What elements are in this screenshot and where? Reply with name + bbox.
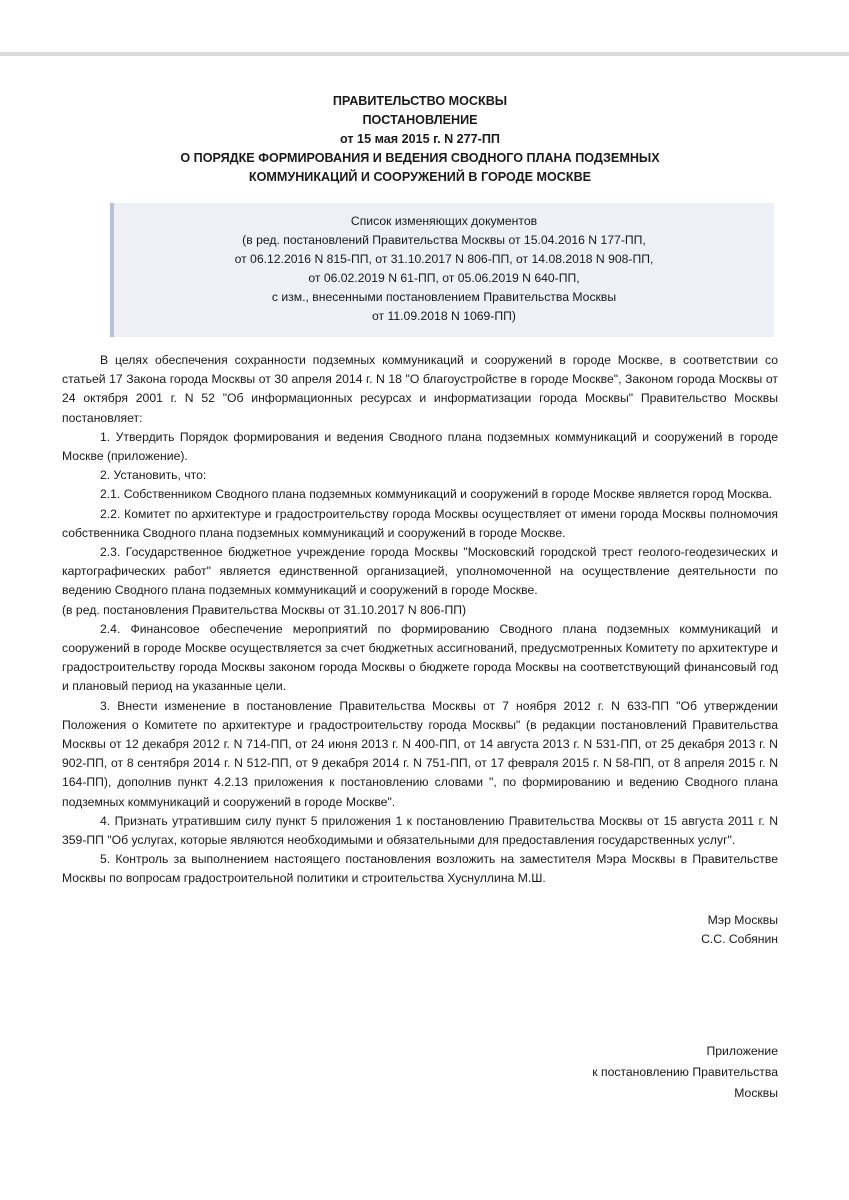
header-subject-line-2: КОММУНИКАЦИЙ И СООРУЖЕНИЙ В ГОРОДЕ МОСКВЕ bbox=[248, 170, 592, 184]
amendments-title: Список изменяющих документов bbox=[350, 214, 538, 228]
paragraph-2: 2. Установить, что: bbox=[100, 468, 207, 483]
amendments-line: от 06.12.2016 N 815-ПП, от 31.10.2017 N 806-ПП, от 14.08.2018 N 908-ПП, bbox=[234, 252, 654, 266]
header-subject-line-1: О ПОРЯДКЕ ФОРМИРОВАНИЯ И ВЕДЕНИЯ СВОДНОГО ПЛАНА ПОДЗЕМНЫХ bbox=[180, 151, 660, 165]
appendix-line-2: к постановлению Правительства bbox=[592, 1064, 778, 1079]
paragraph-2-3: 2.3. Государственное бюджетное учреждение города Москвы "Московский городской трест геолого-геодезических и картографических работ" является единственной организацией, уполномоченной на осуществление деятельности по ведению Сводного плана подземных коммуникаций и сооружений в городе Москве. bbox=[62, 545, 778, 598]
header-date-number: от 15 мая 2015 г. N 277-ПП bbox=[340, 132, 500, 146]
signature-title: Мэр Москвы bbox=[707, 912, 778, 927]
amendments-line: (в ред. постановлений Правительства Москвы от 15.04.2016 N 177-ПП, bbox=[242, 233, 646, 247]
paragraph-5: 5. Контроль за выполнением настоящего постановления возложить на заместителя Мэра Москвы в Правительстве Москвы по вопросам градостроительной политики и строительства Хуснуллина М.Ш. bbox=[62, 852, 778, 886]
amendments-line: от 11.09.2018 N 1069-ПП) bbox=[372, 309, 516, 323]
paragraph-2-1: 2.1. Собственником Сводного плана подземных коммуникаций и сооружений в городе Москве является город Москва. bbox=[100, 487, 773, 502]
paragraph-intro: В целях обеспечения сохранности подземных коммуникаций и сооружений в городе Москве, в соответствии со статьей 17 Закона города Москвы от 30 апреля 2014 г. N 18 "О благоустройстве в городе Москве", Законом города Москвы от 24 октября 2001 г. N 52 "Об информационных ресурсах и информатизации города Москвы" Правительство Москвы постановляет: bbox=[62, 353, 778, 425]
paragraph-2-3-note: (в ред. постановления Правительства Москвы от 31.10.2017 N 806-ПП) bbox=[62, 602, 467, 617]
paragraph-1: 1. Утвердить Порядок формирования и ведения Сводного плана подземных коммуникаций и сооружений в городе Москве (приложение). bbox=[62, 429, 778, 464]
paragraph-3: 3. Внести изменение в постановление Правительства Москвы от 7 ноября 2012 г. N 633-ПП "Об утверждении Положения о Комитете по архитектуре и градостроительству города Москвы" (в редакции постановлений Правительства Москвы от 12 декабря 2012 г. N 714-ПП, от 24 июня 2013 г. N 400-ПП, от 14 августа 2013 г. N 531-ПП, от 25 декабря 2013 г. N 902-ПП, от 8 сентября 2014 г. N 512-ПП, от 9 декабря 2014 г. N 751-ПП, от 17 февраля 2015 г. N 58-ПП, от 8 апреля 2015 г. N 164-ПП), дополнив пункт 4.2.13 приложения к постановлению словами ", по формированию и ведению Сводного плана подземных коммуникаций и сооружений в городе Москве". bbox=[62, 698, 778, 809]
amendments-line: с изм., внесенными постановлением Правительства Москвы bbox=[271, 290, 617, 304]
paragraph-2-2: 2.2. Комитет по архитектуре и градостроительству города Москвы осуществляет от имени города Москвы полномочия собственника Сводного плана подземных коммуникаций и сооружений в городе Москве. bbox=[62, 506, 778, 540]
appendix-line-3: Москвы bbox=[734, 1085, 778, 1100]
paragraph-2-4: 2.4. Финансовое обеспечение мероприятий по формированию Сводного плана подземных коммуникаций и сооружений в городе Москве осуществляется за счет бюджетных ассигнований, предусмотренных Комитету по архитектуре и градостроительству города Москвы законом города Москвы о бюджете города Москвы на соответствующий финансовый год и плановый период на указанные цели. bbox=[62, 621, 778, 694]
appendix-block bbox=[62, 1041, 778, 1104]
amendments-box bbox=[110, 203, 774, 337]
amendments-line: от 06.02.2019 N 61-ПП, от 05.06.2019 N 640-ПП, bbox=[308, 271, 580, 285]
document-header bbox=[62, 92, 778, 187]
document-page bbox=[62, 92, 778, 1104]
header-authority: ПРАВИТЕЛЬСТВО МОСКВЫ bbox=[332, 94, 508, 108]
paragraph-4: 4. Признать утратившим силу пункт 5 приложения 1 к постановлению Правительства Москвы от 15 августа 2011 г. N 359-ПП "Об услугах, которые являются необходимыми и обязательными для предоставления государственных услуг". bbox=[62, 813, 778, 848]
signature-name: С.С. Собянин bbox=[701, 931, 778, 946]
document-body bbox=[62, 351, 778, 889]
signature-block bbox=[62, 911, 778, 949]
header-doc-type: ПОСТАНОВЛЕНИЕ bbox=[362, 113, 478, 127]
viewer-top-bar bbox=[0, 0, 849, 56]
appendix-line-1: Приложение bbox=[706, 1043, 778, 1058]
